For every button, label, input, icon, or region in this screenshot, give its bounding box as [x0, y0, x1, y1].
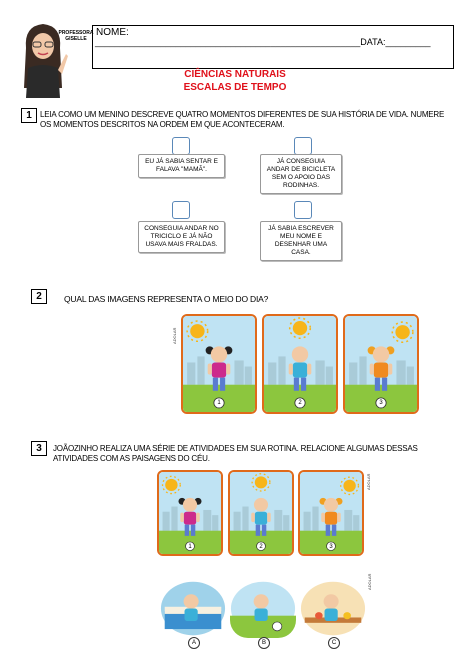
- moment-card-2: [260, 154, 342, 194]
- q3-panel-3-label: 3: [329, 544, 333, 551]
- question-2-number: 2: [31, 289, 47, 304]
- q3-panel-3: [298, 470, 364, 556]
- q3-panel-2: [228, 470, 294, 556]
- question-1-number: 1: [21, 108, 37, 123]
- activity-c: [300, 580, 366, 638]
- moment-card-4-text: JÁ SABIA ESCREVER MEU NOME E DESENHAR UMA CASA.: [268, 225, 334, 256]
- moment-card-2-text: JÁ CONSEGUIA ANDAR DE BICICLETA SEM O APOIO DAS RODINHAS.: [266, 158, 336, 189]
- moment-card-3: [138, 221, 225, 253]
- q2-panel-2: [262, 314, 338, 414]
- order-checkbox-2[interactable]: [294, 137, 312, 155]
- q2-panel-3-label: 3: [379, 400, 383, 407]
- q2-panel-2-label: 2: [298, 400, 302, 407]
- date-label: _____________________________________________________DATA:_________: [95, 37, 431, 47]
- header-box: [92, 25, 454, 69]
- question-3-text: JOÃOZINHO REALIZA UMA SÉRIE DE ATIVIDADES EM SUA ROTINA. RELACIONE ALGUMAS DESSAS ATIVIDADES COM AS PAISAGENS DO CÉU.: [53, 444, 418, 463]
- q3-panel-1-label: 1: [188, 544, 192, 551]
- q2-credit: ADOLAR: [172, 327, 177, 344]
- activity-a: [160, 580, 226, 638]
- moment-card-1: [138, 154, 225, 178]
- activity-c-label: C: [328, 637, 340, 649]
- q3-panel-2-label: 2: [259, 544, 263, 551]
- q3-panel-1: [157, 470, 223, 556]
- order-checkbox-4[interactable]: [294, 201, 312, 219]
- title-line-2: ESCALAS DE TEMPO: [183, 82, 287, 93]
- activity-b-label: B: [258, 637, 270, 649]
- question-2-text: QUAL DAS IMAGENS REPRESENTA O MEIO DO DIA?: [64, 294, 269, 304]
- q3-credit-activities: ADOLAR: [367, 573, 372, 590]
- activity-a-label: A: [188, 637, 200, 649]
- teacher-label: PROFESSORA GISELLE: [58, 30, 94, 42]
- page-title: [150, 68, 320, 94]
- activity-b: [230, 580, 296, 638]
- moment-card-1-text: EU JÁ SABIA SENTAR E FALAVA "MAMÃ".: [145, 158, 218, 173]
- q3-credit: ADOLAR: [366, 473, 371, 490]
- q2-panel-1: [181, 314, 257, 414]
- order-checkbox-3[interactable]: [172, 201, 190, 219]
- name-label: NOME:: [96, 27, 129, 38]
- question-3-number: 3: [31, 441, 47, 456]
- moment-card-4: [260, 221, 342, 261]
- q2-panel-3: [343, 314, 419, 414]
- q2-panel-1-label: 1: [217, 400, 221, 407]
- title-line-1: CIÊNCIAS NATURAIS: [184, 69, 286, 80]
- question-1-text: LEIA COMO UM MENINO DESCREVE QUATRO MOMENTOS DIFERENTES DE SUA HISTÓRIA DE VIDA. NUMERE OS MOMENTOS DESCRITOS NA ORDEM EM QUE ACONTECERAM.: [40, 110, 445, 129]
- order-checkbox-1[interactable]: [172, 137, 190, 155]
- moment-card-3-text: CONSEGUIA ANDAR NO TRICICLO E JÁ NÃO USAVA MAIS FRALDAS.: [144, 225, 219, 248]
